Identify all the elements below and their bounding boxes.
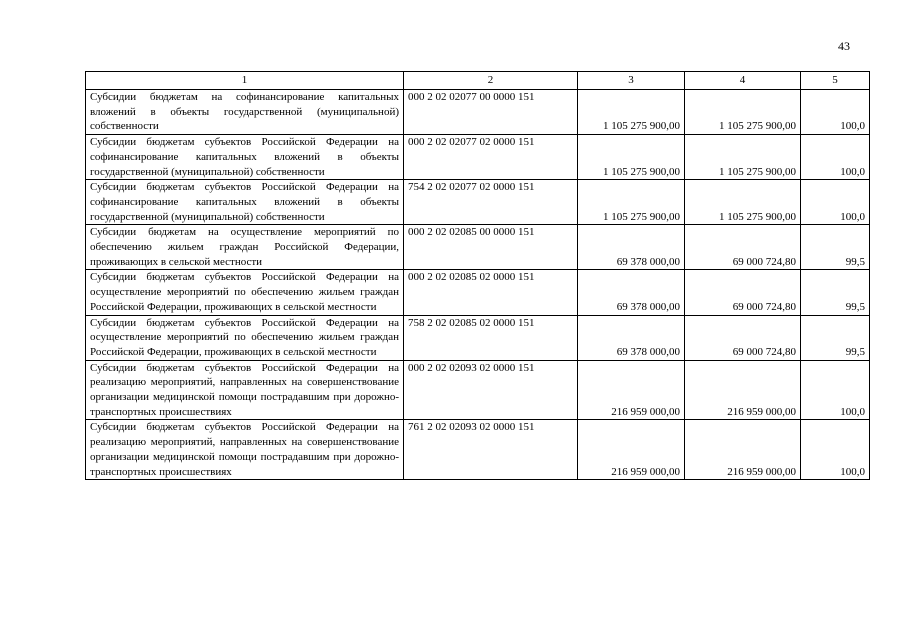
row-code-cell: 000 2 02 02085 00 0000 151 [404, 225, 578, 270]
row-percent-cell: 99,5 [801, 270, 870, 315]
row-executed-amount-cell: 216 959 000,00 [685, 360, 801, 420]
row-name-cell: Субсидии бюджетам субъектов Российской Федерации на софинансирование капитальных вложений в объекты государственной (муниципальной) собственности [86, 135, 404, 180]
table-row [86, 420, 870, 480]
row-percent-cell: 99,5 [801, 315, 870, 360]
row-executed-amount-cell: 1 105 275 900,00 [685, 180, 801, 225]
row-code-cell: 761 2 02 02093 02 0000 151 [404, 420, 578, 480]
row-executed-amount-cell: 69 000 724,80 [685, 225, 801, 270]
table-row [86, 360, 870, 420]
row-name-cell: Субсидии бюджетам на осуществление мероприятий по обеспечению жильем граждан Российской Федерации, проживающих в сельской местности [86, 225, 404, 270]
row-planned-amount-cell: 216 959 000,00 [578, 360, 685, 420]
row-percent-cell: 100,0 [801, 135, 870, 180]
row-code-cell: 000 2 02 02077 02 0000 151 [404, 135, 578, 180]
header-cell-1: 1 [86, 72, 404, 90]
row-code-cell: 000 2 02 02093 02 0000 151 [404, 360, 578, 420]
header-cell-3: 3 [578, 72, 685, 90]
page-number: 43 [838, 39, 850, 53]
row-executed-amount-cell: 69 000 724,80 [685, 315, 801, 360]
row-planned-amount-cell: 69 378 000,00 [578, 225, 685, 270]
row-executed-amount-cell: 1 105 275 900,00 [685, 90, 801, 135]
row-planned-amount-cell: 69 378 000,00 [578, 270, 685, 315]
row-name-cell: Субсидии бюджетам на софинансирование капитальных вложений в объекты государственной (муниципальной) собственности [86, 90, 404, 135]
header-cell-2: 2 [404, 72, 578, 90]
header-cell-4: 4 [685, 72, 801, 90]
row-percent-cell: 100,0 [801, 90, 870, 135]
row-planned-amount-cell: 69 378 000,00 [578, 315, 685, 360]
row-name-cell: Субсидии бюджетам субъектов Российской Федерации на реализацию мероприятий, направленных на совершенствование организации медицинской помощи пострадавшим при дорожно-транспортных происшествиях [86, 360, 404, 420]
row-planned-amount-cell: 1 105 275 900,00 [578, 90, 685, 135]
table-row [86, 315, 870, 360]
row-percent-cell: 100,0 [801, 420, 870, 480]
row-executed-amount-cell: 1 105 275 900,00 [685, 135, 801, 180]
table-row [86, 135, 870, 180]
row-name-cell: Субсидии бюджетам субъектов Российской Федерации на осуществление мероприятий по обеспечению жильем граждан Российской Федерации, проживающих в сельской местности [86, 315, 404, 360]
row-planned-amount-cell: 216 959 000,00 [578, 420, 685, 480]
row-code-cell: 754 2 02 02077 02 0000 151 [404, 180, 578, 225]
row-planned-amount-cell: 1 105 275 900,00 [578, 180, 685, 225]
header-row [86, 72, 870, 90]
row-name-cell: Субсидии бюджетам субъектов Российской Федерации на реализацию мероприятий, направленных на совершенствование организации медицинской помощи пострадавшим при дорожно-транспортных происшествиях [86, 420, 404, 480]
budget-table [85, 71, 870, 480]
row-name-cell: Субсидии бюджетам субъектов Российской Федерации на софинансирование капитальных вложений в объекты государственной (муниципальной) собственности [86, 180, 404, 225]
row-executed-amount-cell: 69 000 724,80 [685, 270, 801, 315]
table-row [86, 270, 870, 315]
row-planned-amount-cell: 1 105 275 900,00 [578, 135, 685, 180]
row-code-cell: 000 2 02 02077 00 0000 151 [404, 90, 578, 135]
row-name-cell: Субсидии бюджетам субъектов Российской Федерации на осуществление мероприятий по обеспечению жильем граждан Российской Федерации, проживающих в сельской местности [86, 270, 404, 315]
table-row [86, 225, 870, 270]
row-percent-cell: 100,0 [801, 180, 870, 225]
row-percent-cell: 100,0 [801, 360, 870, 420]
table-row [86, 180, 870, 225]
row-code-cell: 000 2 02 02085 02 0000 151 [404, 270, 578, 315]
row-percent-cell: 99,5 [801, 225, 870, 270]
row-code-cell: 758 2 02 02085 02 0000 151 [404, 315, 578, 360]
table-row [86, 90, 870, 135]
header-cell-5: 5 [801, 72, 870, 90]
row-executed-amount-cell: 216 959 000,00 [685, 420, 801, 480]
